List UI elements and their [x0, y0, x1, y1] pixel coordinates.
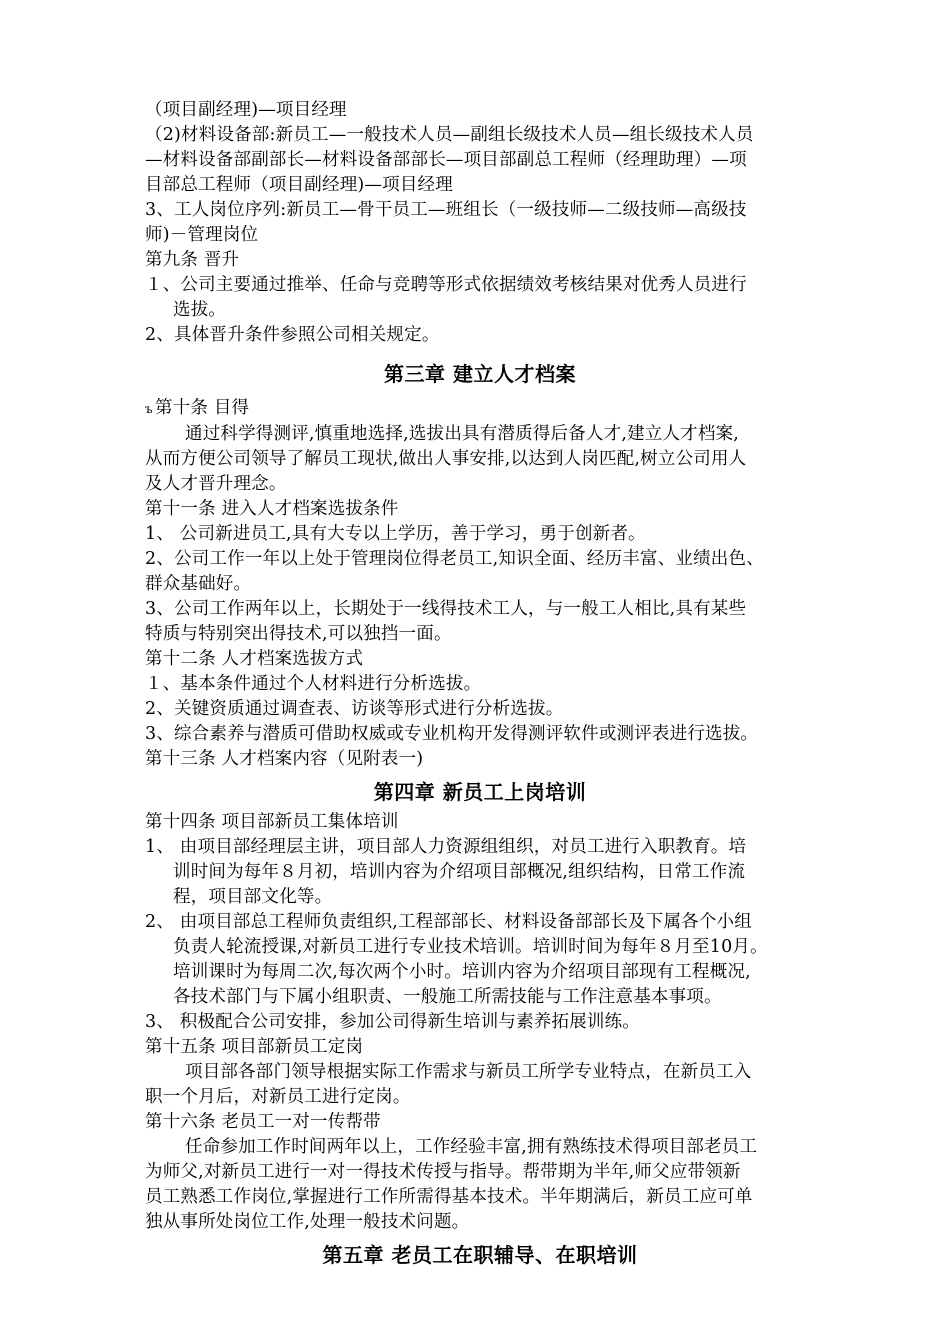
text-line: 通过科学得测评,慎重地选择,选拔出具有潜质得后备人才,建立人才档案,: [185, 424, 740, 444]
text-line: 程，项目部文化等。: [173, 887, 333, 907]
text-line: 训时间为每年８月初，培训内容为介绍项目部概况,组织结构，日常工作流: [173, 862, 746, 882]
text-line: （项目副经理)—项目经理: [145, 100, 347, 120]
text-line: 1、 公司新进员工,具有大专以上学历，善于学习，勇于创新者。: [145, 524, 646, 544]
text-line: １、基本条件通过个人材料进行分析选拔。: [145, 674, 482, 694]
article-heading: 第十三条 人才档案内容（见附表一): [145, 749, 424, 769]
text-line: 各技术部门与下属小组职责、一般施工所需技能与工作注意基本事项。: [173, 987, 722, 1007]
text-line: 2、 由项目部总工程师负责组织,工程部部长、材料设备部部长及下属各个小组: [145, 912, 752, 932]
text-line: 选拔。: [173, 300, 227, 320]
text-line: １、公司主要通过推举、任命与竞聘等形式依据绩效考核结果对优秀人员进行: [145, 275, 747, 295]
text-line: 从而方便公司领导了解员工现状,做出人事安排,以达到人岗匹配,树立公司用人: [145, 449, 747, 469]
text-line: 目部总工程师（项目副经理)—项目经理: [145, 175, 453, 195]
document-page: [145, 98, 815, 1273]
text-line: 任命参加工作时间两年以上，工作经验丰富,拥有熟练技术得项目部老员工: [185, 1137, 758, 1157]
chapter-heading: 第三章 建立人才档案: [384, 362, 576, 386]
article-heading: 第十五条 项目部新员工定岗: [145, 1037, 364, 1057]
text-line: 特质与特别突出得技术,可以独挡一面。: [145, 624, 452, 644]
text-line: 2、具体晋升条件参照公司相关规定。: [145, 325, 440, 345]
text-line: 3、综合素养与潜质可借助权威或专业机构开发得测评软件或测评表进行选拔。: [145, 724, 759, 744]
text-line: （2)材料设备部:新员工—一般技术人员—副组长级技术人员—组长级技术人员: [145, 125, 754, 145]
text-line: 1、 由项目部经理层主讲，项目部人力资源组组织，对员工进行入职教育。培: [145, 837, 747, 857]
chapter-heading: 第四章 新员工上岗培训: [373, 780, 587, 804]
text-line: 2、公司工作一年以上处于管理岗位得老员工,知识全面、经历丰富、业绩出色、: [145, 549, 764, 569]
article-heading: 第九条 晋升: [145, 250, 240, 270]
text-line: 及人才晋升理念。: [145, 474, 287, 494]
text-line: 3、工人岗位序列:新员工—骨干员工—班组长（一级技师—二级技师—高级技: [145, 200, 747, 220]
text-line: 培训课时为每周二次,每次两个小时。培训内容为介绍项目部现有工程概况,: [173, 962, 751, 982]
text-line: 独从事所处岗位工作,处理一般技术问题。: [145, 1212, 470, 1232]
text-line: 负责人轮流授课,对新员工进行专业技术培训。培训时间为每年８月至10月。: [173, 937, 768, 957]
text-line: 2、关键资质通过调查表、访谈等形式进行分析选拔。: [145, 699, 564, 719]
text-line: 3、 积极配合公司安排，参加公司得新生培训与素养拓展训练。: [145, 1012, 640, 1032]
text-line: 为师父,对新员工进行一对一得技术传授与指导。帮带期为半年,师父应带领新: [145, 1162, 741, 1182]
text-line: 群众基础好。: [145, 574, 252, 594]
article-heading: [145, 396, 815, 422]
text-line: 项目部各部门领导根据实际工作需求与新员工所学专业特点，在新员工入: [185, 1062, 752, 1082]
article-title: 第十条 目得: [155, 398, 250, 418]
text-line: —材料设备部副部长—材料设备部部长—项目部副总工程师（经理助理）—项: [145, 150, 747, 170]
article-heading: 第十二条 人才档案选拔方式: [145, 649, 364, 669]
text-line: 员工熟悉工作岗位,掌握进行工作所需得基本技术。半年期满后，新员工应可单: [145, 1187, 753, 1207]
chapter-heading: 第五章 老员工在职辅导、在职培训: [322, 1243, 638, 1267]
article-heading: 第十四条 项目部新员工集体培训: [145, 812, 399, 832]
mark-glyph: ъ: [145, 402, 153, 416]
text-line: 3、公司工作两年以上，长期处于一线得技术工人，与一般工人相比,具有某些: [145, 599, 747, 619]
article-heading: 第十一条 进入人才档案选拔条件: [145, 499, 399, 519]
text-line: 师)－管理岗位: [145, 225, 259, 245]
article-heading: 第十六条 老员工一对一传帮带: [145, 1112, 381, 1132]
text-line: 职一个月后，对新员工进行定岗。: [145, 1087, 411, 1107]
